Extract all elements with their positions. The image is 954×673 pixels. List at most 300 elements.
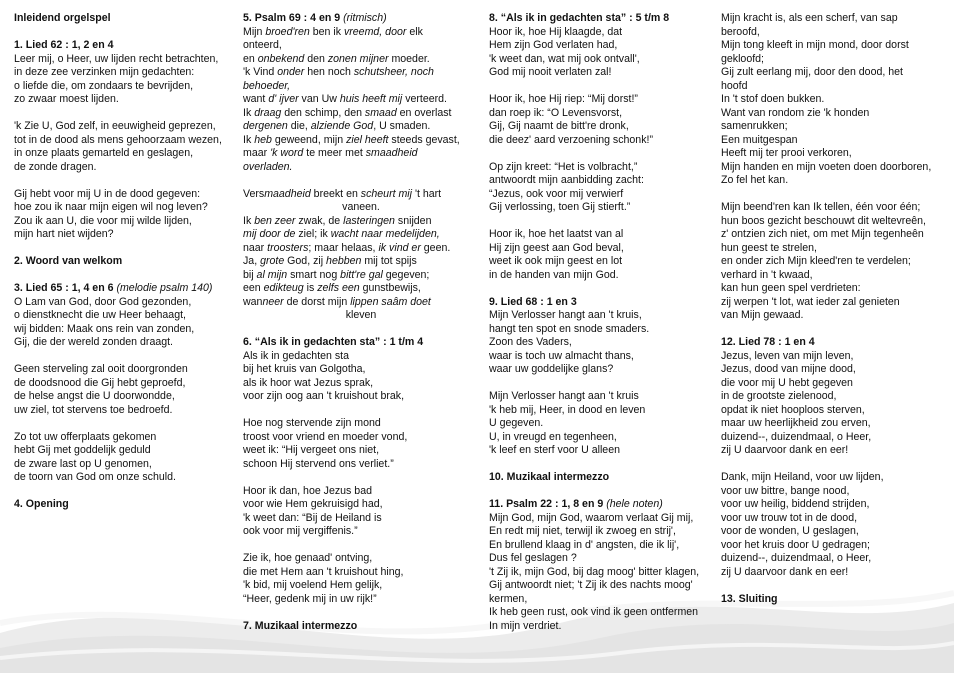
text-line [243, 579, 479, 593]
text-segment: Gij, die der wereld zonden draagt. [14, 336, 173, 348]
text-line [489, 431, 717, 445]
text-line [489, 336, 717, 350]
text-segment: En brullend klaag in d' angsten, die ik lij', [489, 538, 680, 551]
text-segment: Zou ik aan U, die voor mij wilde lijden, [14, 214, 192, 227]
text-segment: Ik [243, 133, 255, 146]
text-line [721, 269, 949, 283]
text-segment: opdat ik niet hooploos sterven, [721, 403, 865, 416]
text-line [14, 431, 236, 445]
text-line [243, 350, 479, 364]
text-segment: zij werpen 't lot, wat ieder zal genieten [721, 295, 900, 308]
section-heading: 9. Lied 68 : 1 en 3 [489, 295, 577, 308]
text-segment: duizend--, duizendmaal, o Heer, [721, 552, 872, 564]
text-line [721, 282, 949, 296]
text-line [243, 620, 479, 634]
text-segment: heb [254, 133, 272, 146]
text-segment: ben ik [309, 25, 344, 38]
text-line [14, 323, 236, 337]
text-segment: schutsheer, noch [353, 66, 434, 78]
text-segment: z' ontzien zich niet, om met Mijn tegenheên [721, 228, 924, 240]
text-segment: voor zijn oog aan 't kruishout brak, [243, 390, 405, 402]
text-segment: maadheid [264, 187, 311, 200]
text-segment: Mijn beend'ren kan Ik tellen, één voor één; [721, 201, 921, 213]
text-line [721, 377, 949, 391]
text-line [243, 53, 479, 67]
text-block [243, 12, 479, 174]
text-line [489, 525, 717, 539]
text-line [14, 363, 236, 377]
text-segment: zo zwaar moest lijden. [14, 93, 119, 105]
text-segment: broed'ren [265, 25, 310, 38]
text-line [243, 512, 479, 526]
text-line [489, 579, 717, 593]
text-segment: alziende God [310, 120, 374, 132]
text-line [489, 255, 717, 269]
text-line [721, 255, 949, 269]
text-segment: Dus fel geslagen ? [489, 552, 577, 564]
text-line [721, 201, 949, 215]
text-segment: ziel heeft [346, 133, 389, 146]
text-block [489, 228, 717, 282]
text-segment: Mijn handen en mijn voeten doen doorboren, [721, 160, 932, 173]
text-line [489, 26, 717, 40]
text-segment: o liefde die, om zondaars te bevrijden, [14, 79, 194, 92]
text-segment: Hoor ik dan, hoe Jezus bad [243, 484, 372, 497]
text-segment: de doodsnood die Gij hebt geproefd, [14, 376, 186, 389]
text-line [721, 552, 949, 566]
text-segment: Een muitgespan [721, 133, 798, 146]
text-block [243, 485, 479, 539]
text-segment: Op zijn kreet: “Het is volbracht,” [489, 160, 638, 173]
text-segment: Zo tot uw offerplaats gekomen [14, 430, 157, 443]
text-line [721, 12, 949, 26]
text-line [14, 282, 236, 296]
text-line [721, 309, 949, 323]
text-segment: voor wie Hem gekruisigd had, [243, 498, 383, 510]
text-segment: huis heeft mij [339, 93, 403, 105]
text-segment: wacht naar medelijden, [330, 228, 440, 240]
text-segment: tot in de dood als mens gehoorzaam wezen, [14, 133, 222, 146]
text-line [14, 377, 236, 391]
text-segment: troost voor vriend en moeder vond, [243, 430, 408, 443]
text-block [14, 498, 236, 512]
text-segment: Mijn God, mijn God, waarom verlaat Gij mij, [489, 511, 694, 524]
text-line [721, 296, 949, 310]
text-block [14, 12, 236, 26]
text-segment: in de handen van mijn God. [489, 268, 619, 281]
text-segment: Ik [243, 106, 255, 119]
text-line [243, 525, 479, 539]
text-segment: gunstbewijs, [359, 282, 421, 294]
text-segment: ik vind er [378, 241, 421, 254]
text-segment: 'k weet dan: “Bij de Heiland is [243, 511, 382, 524]
text-segment: is [303, 282, 318, 294]
text-segment: schoon Hij stervend ons verliet.” [243, 457, 394, 470]
text-block [14, 188, 236, 242]
text-line [721, 525, 949, 539]
text-block [721, 593, 949, 607]
text-segment: In mijn verdriet. [489, 619, 562, 632]
text-line [489, 323, 717, 337]
text-segment: kermen, [489, 592, 528, 605]
text-line [243, 147, 479, 161]
text-line [14, 134, 236, 148]
text-line [721, 107, 949, 121]
text-segment: Ja, [243, 255, 261, 267]
text-line [14, 53, 236, 67]
text-line [243, 296, 479, 310]
section-heading: 5. Psalm 69 : 4 en 9 [243, 12, 344, 24]
section-heading: 2. Woord van welkom [14, 255, 123, 267]
text-block [14, 431, 236, 485]
text-segment: (ritmisch) [343, 12, 387, 24]
text-line [243, 39, 479, 53]
text-segment: zij U daarvoor dank en eer! [721, 444, 849, 456]
text-segment: verteerd. [402, 93, 447, 105]
text-segment: gekloofd; [721, 52, 764, 65]
text-segment: “Heer, gedenk mij in uw rijk!” [243, 592, 377, 605]
text-block [489, 296, 717, 377]
text-segment: zij U daarvoor dank en eer! [721, 565, 849, 578]
text-segment: smaad [364, 106, 397, 119]
text-line [489, 12, 717, 26]
text-segment: lippen saâm doet [350, 295, 431, 308]
text-line [243, 161, 479, 175]
text-segment: Als ik in gedachten sta [243, 349, 349, 362]
text-line [489, 390, 717, 404]
text-line [14, 471, 236, 485]
text-segment: 't hart [412, 187, 442, 200]
text-segment: Vers [243, 187, 265, 200]
column-2 [243, 12, 479, 647]
text-line [243, 417, 479, 431]
text-segment: beroofd, [721, 25, 760, 38]
text-block [489, 161, 717, 215]
text-segment: weet ik ook mijn geest en lot [489, 255, 623, 267]
text-line [489, 512, 717, 526]
text-segment: ziel; ik [295, 228, 331, 240]
text-segment: die met Hem aan 't kruishout hing, [243, 565, 404, 578]
text-line [721, 242, 949, 256]
text-line [14, 12, 236, 26]
text-line [489, 66, 717, 80]
text-segment: d' ijver [268, 93, 299, 105]
text-block [14, 363, 236, 417]
text-line [14, 188, 236, 202]
text-line [721, 593, 949, 607]
text-segment: Mijn kracht is, als een scherf, van sap [721, 12, 898, 24]
text-segment: “Jezus, ook voor mij verwierf [489, 187, 624, 200]
text-segment: hoofd [721, 79, 748, 92]
text-segment: God mij nooit verlaten zal! [489, 66, 612, 78]
text-line [243, 255, 479, 269]
text-segment: scheurt mij [360, 187, 413, 200]
text-segment: grote [260, 255, 285, 267]
text-segment: 't Zij ik, mijn God, bij dag moog' bitter klagen, [489, 565, 700, 578]
text-line [721, 566, 949, 580]
text-segment: en [243, 52, 258, 65]
text-segment: al mijn [256, 268, 288, 281]
text-line [489, 107, 717, 121]
text-segment: lasteringen [343, 214, 395, 227]
text-line [14, 255, 236, 269]
text-line [243, 458, 479, 472]
text-segment: van Mijn gewaad. [721, 309, 804, 321]
text-line [243, 363, 479, 377]
text-segment: ben zeer [254, 214, 296, 227]
text-segment: die voor mij U hebt gegeven [721, 376, 853, 389]
text-segment: den schimp, den [281, 106, 365, 119]
text-segment: te meer met [303, 147, 366, 159]
text-segment: En redt mij niet, terwijl ik zwoeg en strij', [489, 525, 676, 537]
text-segment: hebt Gij met goddelijk geduld [14, 444, 151, 456]
text-segment: 'k bid, mij voelend Hem gelijk, [243, 579, 383, 591]
text-line [243, 12, 479, 26]
text-segment: vaneen. [342, 201, 380, 213]
text-line [243, 93, 479, 107]
text-segment: Mijn Verlosser hangt aan 't kruis, [489, 309, 642, 321]
text-line [243, 566, 479, 580]
text-segment: 'k word [270, 147, 304, 159]
text-line [14, 404, 236, 418]
text-segment: Gij verlossing, toen Gij stierft.” [489, 201, 631, 213]
text-line [243, 107, 479, 121]
text-segment: Ik heb geen rust, ook vind ik geen ontfermen [489, 606, 699, 618]
text-line [721, 390, 949, 404]
text-segment: neer [262, 295, 284, 308]
text-line [243, 66, 479, 80]
text-segment: een [243, 282, 264, 294]
text-line [243, 134, 479, 148]
text-line [243, 228, 479, 242]
text-segment: Mijn [243, 25, 266, 38]
text-line [243, 120, 479, 134]
text-line [489, 228, 717, 242]
text-line [489, 498, 717, 512]
text-segment: de toorn van God om onze schuld. [14, 471, 176, 483]
text-block [14, 120, 236, 174]
text-segment: duizend--, duizendmaal, o Heer, [721, 430, 872, 443]
text-segment: Zie ik, hoe genaad' ontving, [243, 552, 373, 564]
text-segment: smaadheid [365, 147, 418, 159]
text-line [489, 350, 717, 364]
text-segment: edikteug [263, 282, 304, 294]
text-line [243, 188, 479, 202]
text-block [14, 255, 236, 269]
text-line [489, 242, 717, 256]
text-line [14, 66, 236, 80]
text-line [721, 539, 949, 553]
text-line [243, 485, 479, 499]
text-segment: en overlast [396, 106, 452, 119]
text-segment: (melodie psalm 140) [116, 282, 213, 294]
text-line [489, 120, 717, 134]
text-segment: hun boos gezicht beschouwt dit weltevreên, [721, 214, 926, 227]
text-block [243, 620, 479, 634]
text-segment: antwoordt mijn aanbidding zacht: [489, 174, 644, 186]
text-line [14, 39, 236, 53]
text-segment: Dank, mijn Heiland, voor uw lijden, [721, 471, 884, 483]
text-segment: hun geest te strelen, [721, 241, 817, 254]
text-segment: weet ik: “Hij vergeet ons niet, [243, 444, 380, 456]
text-line [243, 269, 479, 283]
text-segment: als ik hoor wat Jezus sprak, [243, 376, 374, 389]
text-segment: 'k Vind [243, 66, 278, 78]
text-line [489, 566, 717, 580]
section-heading: 7. Muzikaal intermezzo [243, 619, 358, 632]
text-block [243, 417, 479, 471]
text-segment: Hoor ik, hoe het laatst van al [489, 228, 624, 240]
text-line [14, 228, 236, 242]
section-heading: 4. Opening [14, 498, 69, 510]
text-line [489, 296, 717, 310]
text-segment: geweend, mijn [271, 133, 347, 146]
text-line [243, 80, 479, 94]
column-1 [14, 12, 236, 525]
text-block [721, 201, 949, 323]
text-segment: zonen mijner [327, 52, 389, 65]
text-segment: voor uw heilig, biddend strijden, [721, 498, 870, 510]
text-segment: zwak, de [295, 214, 344, 227]
text-segment: samenrukken; [721, 120, 788, 132]
text-line [721, 80, 949, 94]
text-line [721, 512, 949, 526]
text-segment: 'k leef en sterf voor U alleen [489, 444, 620, 456]
text-line [489, 134, 717, 148]
text-segment: die, [287, 120, 311, 132]
text-line [489, 269, 717, 283]
text-segment: God, zij [284, 255, 327, 267]
text-segment: de helse angst die U doorwondde, [14, 390, 175, 402]
text-segment: troosters [267, 241, 309, 254]
text-line [14, 93, 236, 107]
text-segment: bij het kruis van Golgotha, [243, 363, 366, 375]
text-segment: 'k Zie U, God zelf, in eeuwigheid geprezen, [14, 120, 216, 132]
text-line [243, 593, 479, 607]
text-segment: voor uw bittre, bange nood, [721, 484, 850, 497]
text-segment: onbekend [257, 52, 305, 65]
text-line [14, 309, 236, 323]
text-block [489, 93, 717, 147]
text-segment: van Uw [298, 93, 340, 105]
section-heading: 10. Muzikaal intermezzo [489, 471, 610, 483]
text-line [14, 336, 236, 350]
text-segment: Hij zijn geest aan God beval, [489, 241, 624, 254]
text-line [489, 363, 717, 377]
text-segment: Gij zult eerlang mij, door den dood, het [721, 66, 903, 78]
text-segment: mijn hart niet wijden? [14, 228, 114, 240]
text-line [721, 485, 949, 499]
text-line [721, 404, 949, 418]
text-line [489, 188, 717, 202]
text-block [14, 282, 236, 350]
text-segment: kleven [345, 309, 377, 321]
text-line [243, 498, 479, 512]
text-line [489, 53, 717, 67]
text-block [243, 552, 479, 606]
text-segment: Mijn Verlosser hangt aan 't kruis [489, 390, 639, 402]
text-segment: waar uw goddelijke glans? [489, 363, 614, 375]
text-segment: elk [406, 25, 423, 38]
text-segment: (hele noten) [606, 498, 663, 510]
text-line [14, 161, 236, 175]
text-segment: U, in vreugd en tegenheen, [489, 430, 617, 443]
text-segment: Gij hebt voor mij U in de dood gegeven: [14, 187, 201, 200]
text-segment: Jezus, leven van mijn leven, [721, 349, 854, 362]
text-line [721, 431, 949, 445]
text-line [721, 444, 949, 458]
text-line [721, 120, 949, 134]
text-line [489, 593, 717, 607]
text-line [14, 498, 236, 512]
text-block [243, 336, 479, 404]
text-block [14, 39, 236, 107]
text-segment: dan roep ik: “O Levensvorst, [489, 106, 623, 119]
text-segment: hen noch [304, 66, 354, 78]
text-line [489, 417, 717, 431]
text-segment: snijden [394, 214, 432, 227]
text-segment: en onder zich Mijn kleed'ren te verdelen; [721, 255, 911, 267]
text-segment: steeds gevast, [388, 133, 460, 146]
text-line [243, 390, 479, 404]
text-segment: 'k weet dan, wat mij ook ontvall', [489, 52, 640, 65]
text-segment: O Lam van God, door God gezonden, [14, 295, 192, 308]
text-segment: Hoe nog stervende zijn mond [243, 417, 381, 429]
section-heading: 3. Lied 65 : 1, 4 en 6 [14, 282, 117, 294]
text-segment: Zo fel het kan. [721, 174, 789, 186]
text-segment: uw ziel, tot stervens toe bedroefd. [14, 403, 173, 416]
text-line [721, 161, 949, 175]
text-segment: Gij, Gij naamt de bitt're dronk, [489, 120, 629, 132]
text-line [721, 26, 949, 40]
text-line [721, 215, 949, 229]
text-segment: Zoon des Vaders, [489, 336, 572, 348]
text-line [14, 444, 236, 458]
text-line [489, 552, 717, 566]
text-block [721, 336, 949, 458]
text-line [721, 39, 949, 53]
text-segment: onder [277, 66, 305, 78]
text-segment: o dienstknecht die uw Heer behaagt, [14, 309, 186, 321]
text-segment: ook voor mij vergiffenis.” [243, 525, 358, 537]
text-segment: die deez' aard verzoening schonk!” [489, 133, 653, 146]
text-line [721, 66, 949, 80]
text-line [489, 174, 717, 188]
section-heading: 11. Psalm 22 : 1, 8 en 9 [489, 498, 607, 510]
text-line [721, 350, 949, 364]
text-segment: kan hun geen spel verdrieten: [721, 282, 861, 294]
text-segment: mij tot spijs [361, 255, 417, 267]
text-segment: Leer mij, o Heer, uw lijden recht betrachten, [14, 52, 219, 65]
text-segment: wan [243, 295, 263, 308]
text-line [721, 228, 949, 242]
text-segment: Geen sterveling zal ooit doorgronden [14, 363, 188, 375]
text-segment: In 't stof doen bukken. [721, 93, 825, 105]
text-segment: de dorst mijn [283, 295, 351, 308]
text-line [243, 431, 479, 445]
text-segment: Ik [243, 214, 255, 227]
text-segment: hoe zou ik naar mijn eigen wil nog leven? [14, 201, 208, 213]
text-segment: voor uw trouw tot in de dood, [721, 511, 858, 524]
text-segment: 'k heb mij, Heer, in dood en leven [489, 403, 646, 416]
text-line [14, 296, 236, 310]
text-line [489, 620, 717, 634]
text-segment: de zonde dragen. [14, 160, 97, 173]
text-line [243, 215, 479, 229]
text-line [14, 80, 236, 94]
text-segment: gegeven; [382, 268, 430, 281]
text-segment: voor de wonden, U geslagen, [721, 525, 859, 537]
